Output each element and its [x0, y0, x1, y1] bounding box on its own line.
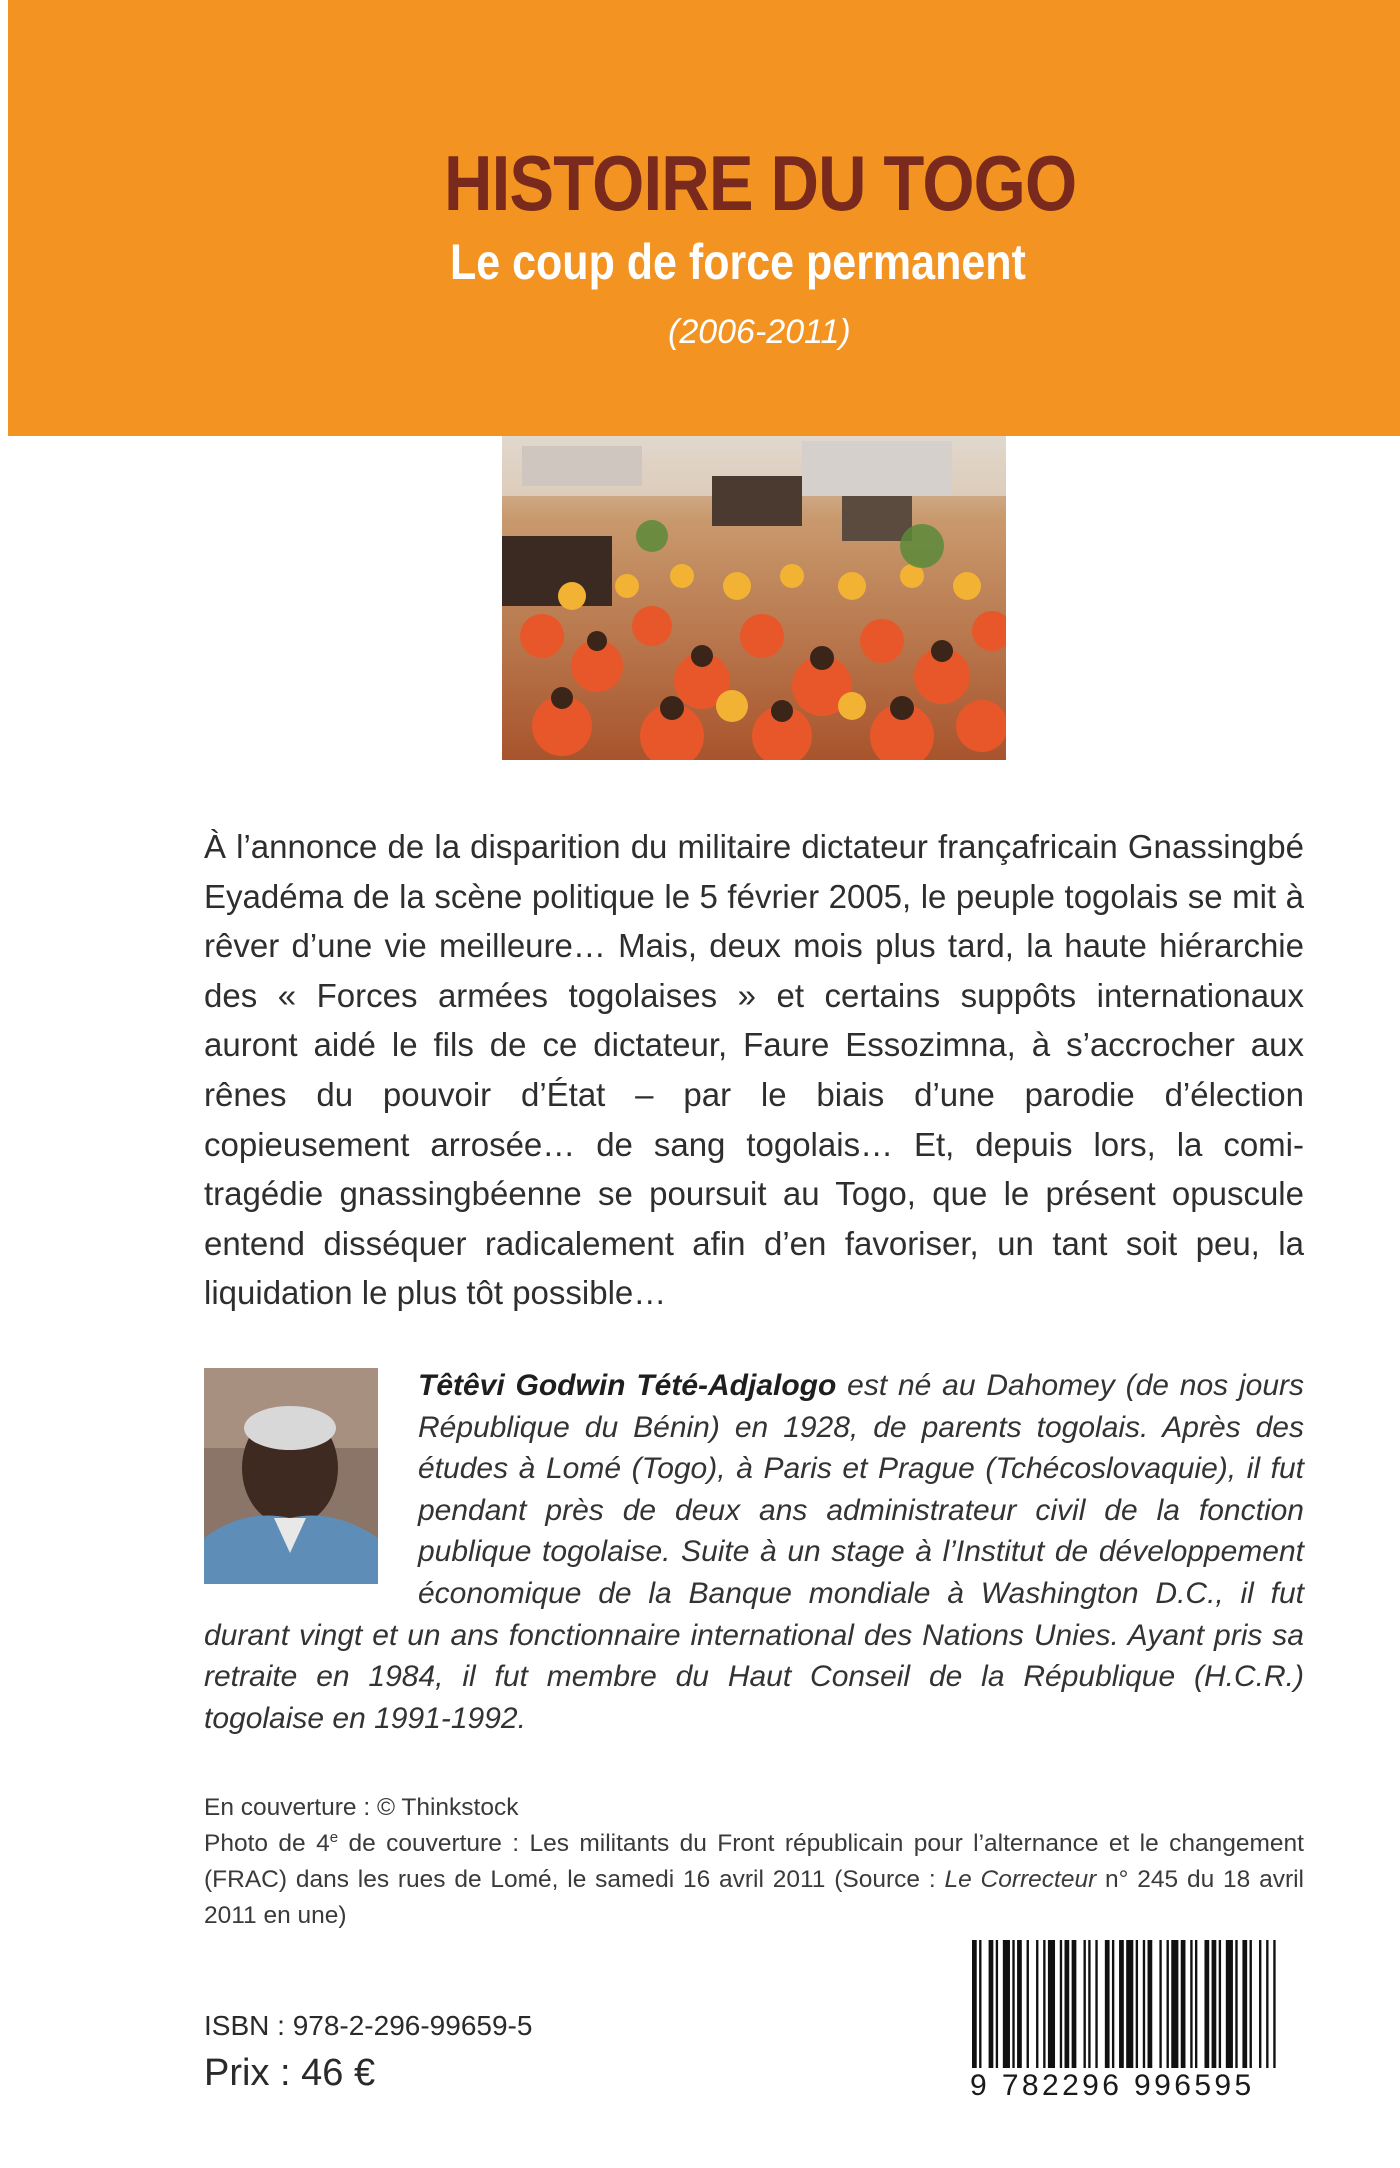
cover-header-band — [8, 0, 1400, 436]
back-photo-credit-sup: e — [329, 1828, 339, 1846]
bio-photo-space — [204, 1365, 418, 1575]
back-photo-credit-prefix: Photo de 4 — [204, 1830, 330, 1857]
source-publication: Le Correcteur — [944, 1866, 1097, 1893]
crowd-march-photo — [502, 436, 1006, 760]
book-subtitle: Le coup de force permanent — [450, 234, 1026, 290]
back-photo-credit-rest: n° 245 du 18 avril 2011 en une) — [204, 1866, 1304, 1929]
back-photo-credit-text: de couverture : Les militants du Front républicain pour l’alternance et le changement (FRAC) dans les rues de Lomé, le samedi 16 avril 2011 (Source : — [204, 1830, 1304, 1893]
back-photo-credit — [204, 1826, 1304, 1934]
barcode-digits: 9 782296 996595 — [970, 2068, 1280, 2104]
isbn-label: ISBN : 978-2-296-99659-5 — [204, 2010, 533, 2041]
cover-credit: En couverture : © Thinkstock — [204, 1794, 519, 1821]
photo-credits — [204, 1790, 1304, 1934]
author-biography — [204, 1365, 1304, 1739]
author-name: Têtêvi Godwin Tété-Adjalogo — [418, 1369, 837, 1402]
book-summary: À l’annonce de la disparition du militaire dictateur françafricain Gnassingbé Eyadéma de la scène politique le 5 février 2005, le peuple togolais se mit à rêver d’une vie meilleure… Mais, deux mois plus tard, la haute hiérarchie des « Forces armées togolaises » et certains suppôts internationaux auront aidé le fils de ce dictateur, Faure Essozimna, à s’accrocher aux rênes du pouvoir d’État – par le biais d’une parodie d’élection copieusement arrosée… de sang togolais… Et, depuis lors, la comi-tragédie gnassingbéenne se poursuit au Togo, que le présent opuscule entend disséquer radicalement afin d’en favoriser, un tant soit peu, la liquidation le plus tôt possible… — [204, 828, 1304, 1312]
author-bio-text: est né au Dahomey (de nos jours République du Bénin) en 1928, de parents togolais. Après des études à Lomé (Togo), à Paris et Prague (Tchécoslovaquie), il fut pendant près de deux ans administrateur civil de la fonction publique togolaise. Suite à un stage à l’Institut de développement économique de la Banque mondiale à Washington D.C., il fut durant vingt et un ans fonctionnaire international des Nations Unies. Ayant pris sa retraite en 1984, il fut membre du Haut Conseil de la République (H.C.R.) togolaise en 1991-1992. — [204, 1369, 1304, 1735]
book-title: HISTOIRE DU TOGO — [444, 139, 1077, 227]
book-years: (2006-2011) — [668, 313, 851, 351]
price-label: Prix : 46 € — [204, 2052, 376, 2094]
